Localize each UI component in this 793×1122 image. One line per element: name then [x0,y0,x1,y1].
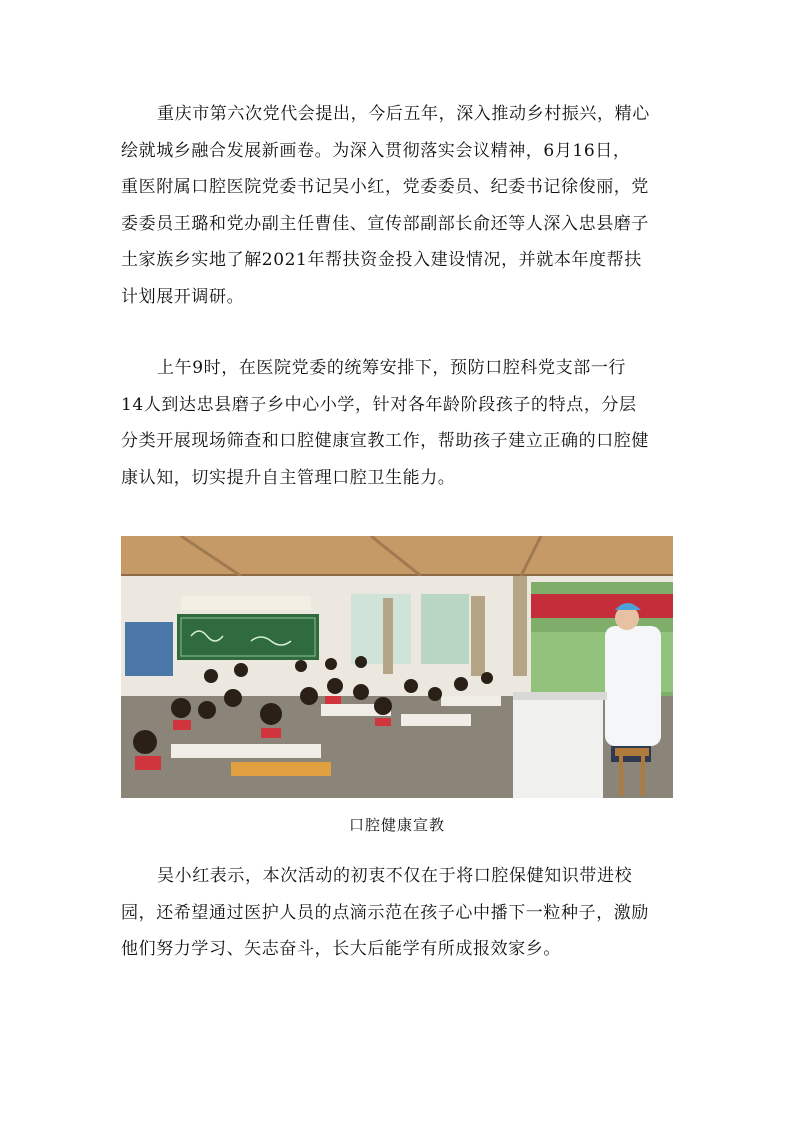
text-line: 重庆市第六次党代会提出，今后五年，深入推动乡村振兴，精心 [157,104,650,124]
text-line: 园，还希望通过医护人员的点滴示范在孩子心中播下一粒种子，激励 [121,902,649,923]
text-line: 土家族乡实地了解2021年帮扶资金投入建设情况，并就本年度帮扶 [121,250,642,270]
paragraph-conclusion [121,858,673,968]
text-line: 重医附属口腔医院党委书记吴小红，党委委员、纪委书记徐俊丽，党 [121,177,649,197]
text-line: 14人到达忠县磨子乡中心小学，针对各年龄阶段孩子的特点，分层 [121,394,637,415]
text-line: 委委员王璐和党办副主任曹佳、宣传部副部长俞还等人深入忠县磨子 [121,213,649,234]
text-line: 上午9时，在医院党委的统筹安排下，预防口腔科党支部一行 [157,358,627,378]
classroom-photo [121,536,673,798]
paragraph-intro [121,96,673,315]
text-line: 他们努力学习、矢志奋斗，长大后能学有所成报效家乡。 [121,939,561,959]
text-line: 计划展开调研。 [121,286,245,307]
photo-caption: 口腔健康宣教 [348,816,445,834]
text-line: 分类开展现场筛查和口腔健康宣教工作，帮助孩子建立正确的口腔健 [121,431,649,451]
text-line: 吴小红表示，本次活动的初衷不仅在于将口腔保健知识带进校 [157,866,633,886]
text-line: 康认知，切实提升自主管理口腔卫生能力。 [121,467,456,488]
paragraph-activity [121,350,673,496]
text-line: 绘就城乡融合发展新画卷。为深入贯彻落实会议精神，6月16日， [121,140,631,161]
